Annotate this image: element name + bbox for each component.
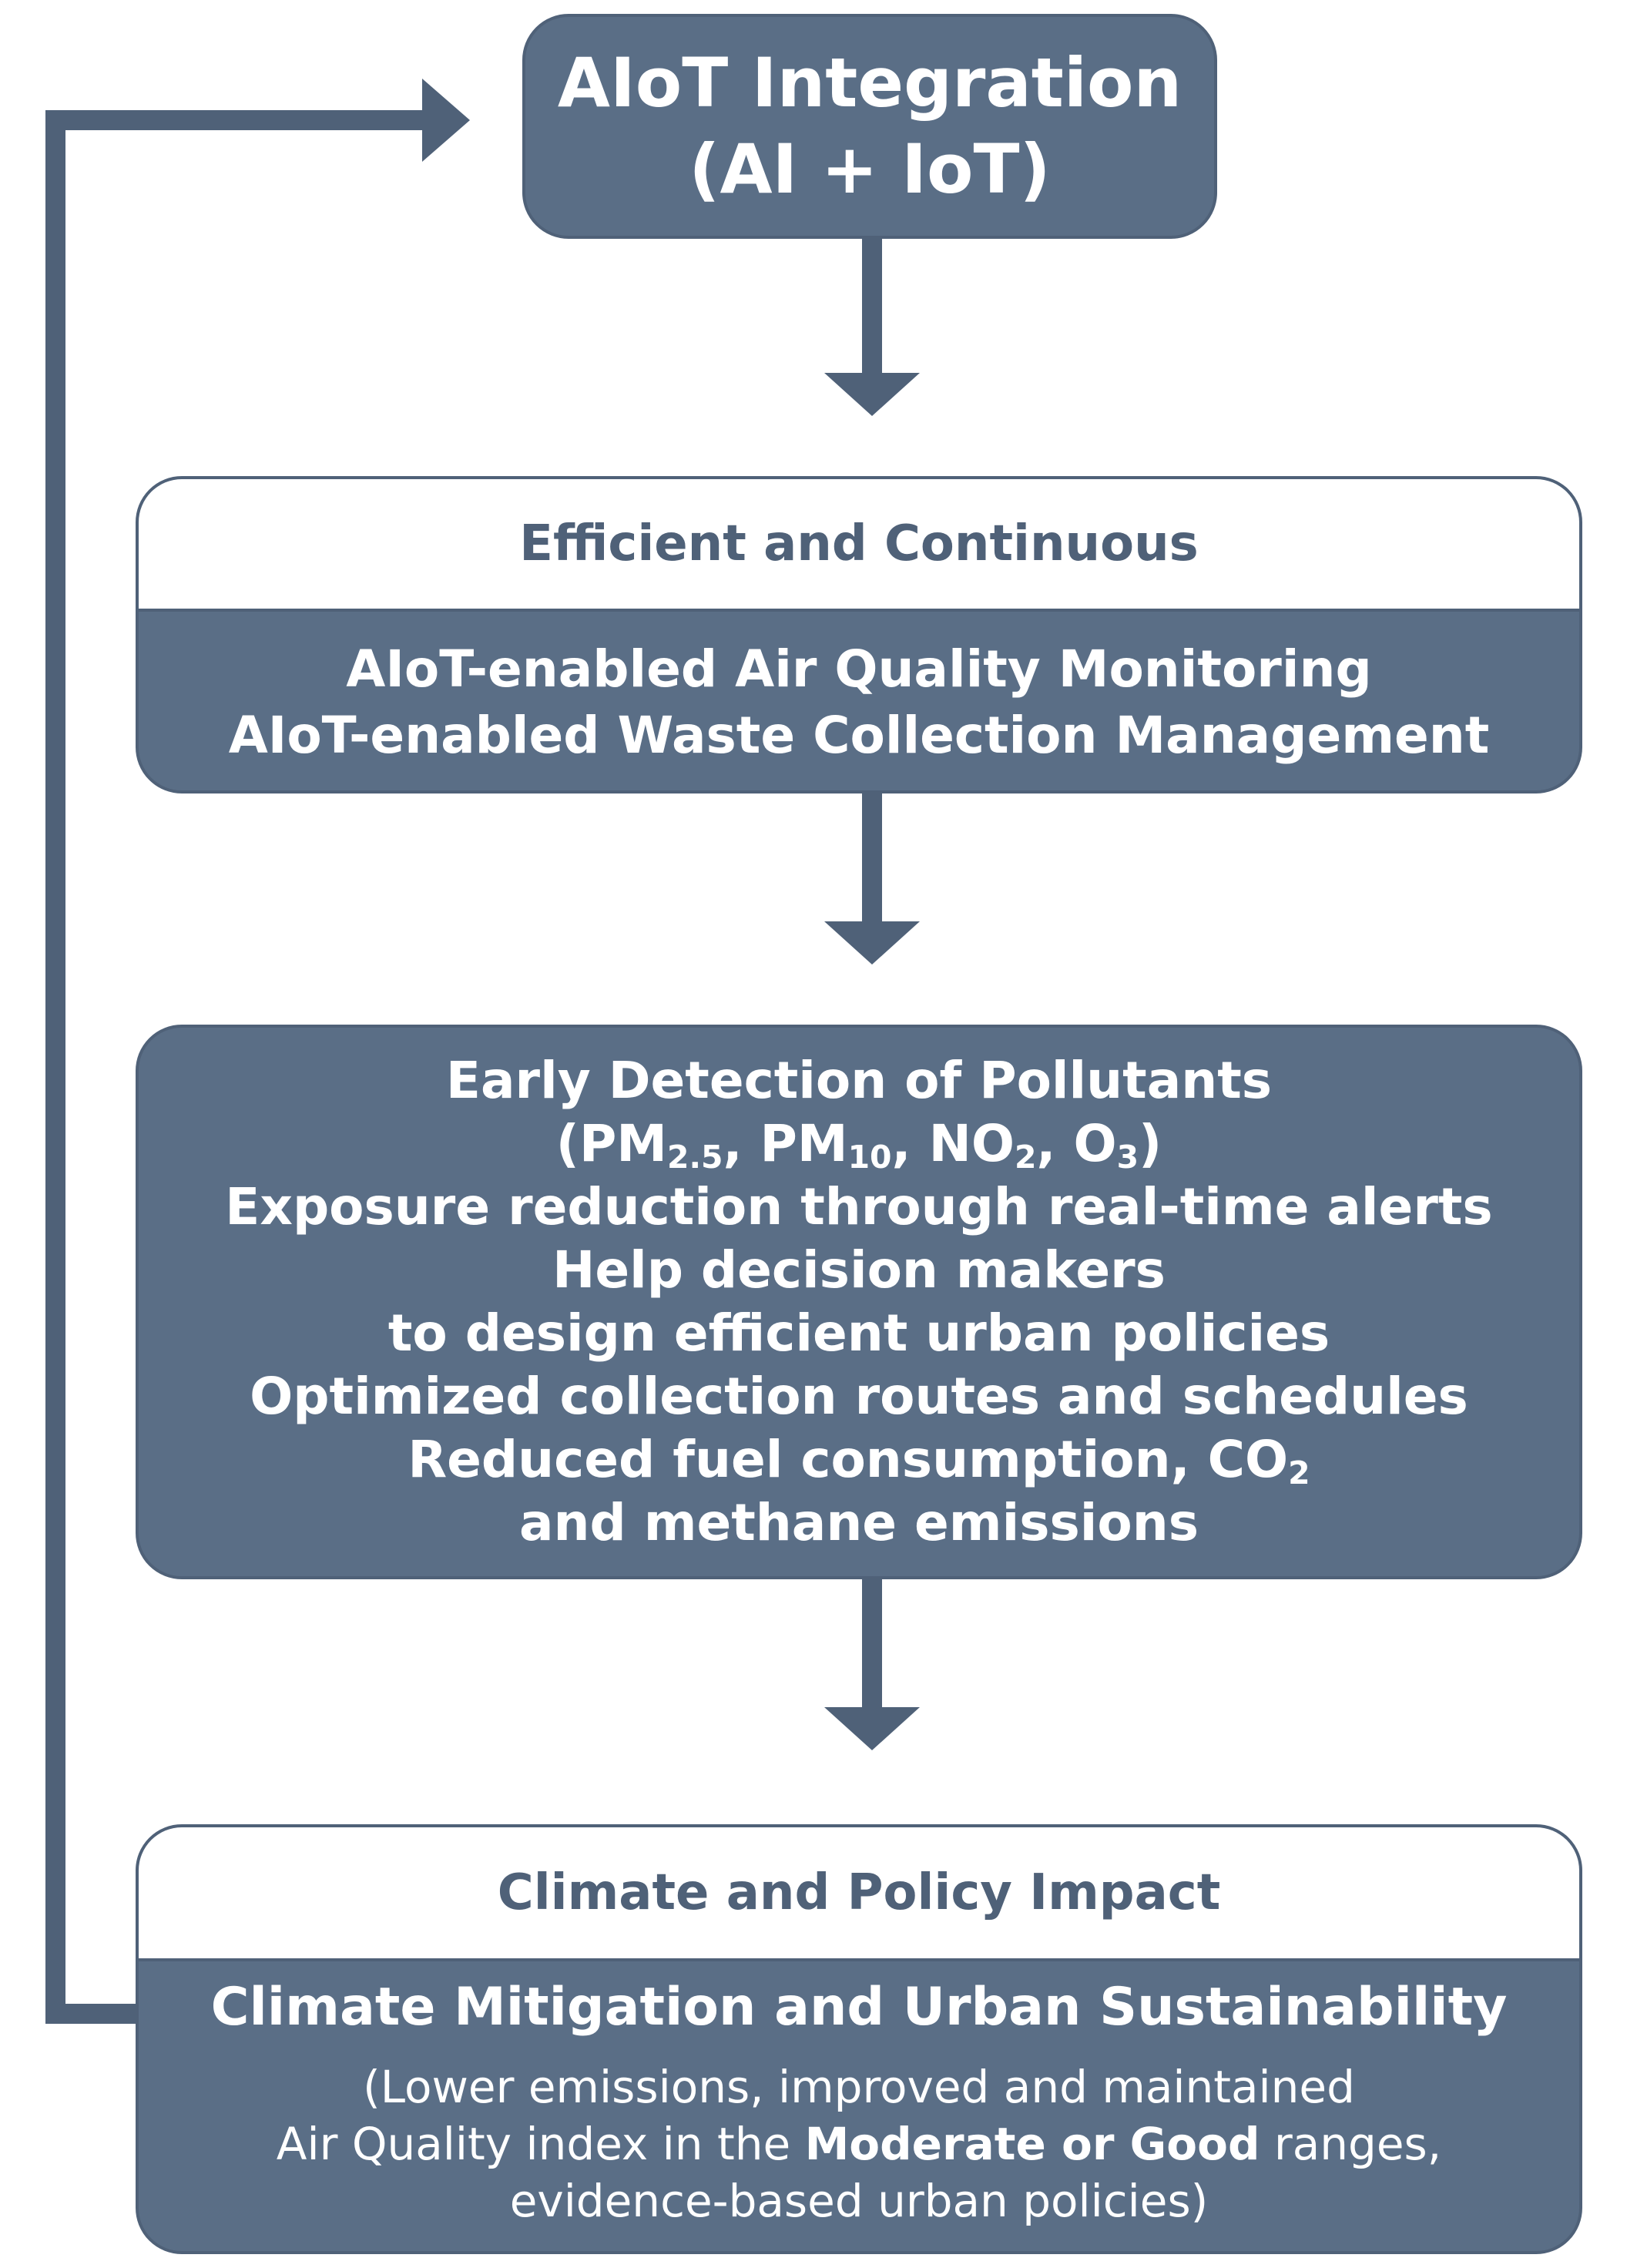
arrowhead-right-feedback [422, 79, 470, 162]
methane-emissions-text: and methane emissions [518, 1493, 1199, 1552]
climate-subtitle: Climate Mitigation and Urban Sustainability [210, 1977, 1508, 2038]
arrowhead-down-1 [824, 373, 920, 416]
outcomes-box [136, 1025, 1582, 1579]
efficient-continuous-box [136, 476, 1582, 793]
climate-note-line-1: (Lower emissions, improved and maintained [363, 2061, 1355, 2113]
climate-policy-box [136, 1824, 1582, 2254]
urban-policies-text: to design efficient urban policies [387, 1303, 1330, 1363]
arrowhead-down-3 [824, 1707, 920, 1750]
reduced-fuel-text: Reduced fuel consumption, $CO_2$ [408, 1430, 1310, 1491]
aiot-title: AIoT Integration [557, 43, 1182, 122]
exposure-reduction-text: Exposure reduction through real-time alerts [225, 1177, 1493, 1236]
arrowhead-down-2 [824, 921, 920, 965]
efficient-header: Efficient and Continuous [139, 479, 1579, 612]
aiot-integration-box [522, 14, 1217, 239]
aiot-subtitle: (AI + IoT) [689, 129, 1051, 209]
early-detection-text: Early Detection of Pollutants [445, 1051, 1273, 1110]
climate-note-line-3: evidence-based urban policies) [509, 2175, 1209, 2227]
decision-makers-text: Help decision makers [552, 1240, 1166, 1300]
waste-collection-text: AIoT-enabled Waste Collection Management [228, 706, 1490, 765]
optimized-routes-text: Optimized collection routes and schedules [250, 1367, 1468, 1426]
pollutants-list: ($PM_{2.5}$, $PM_{10}$, $NO_2$, $O_3$) [555, 1114, 1162, 1176]
air-quality-monitoring-text: AIoT-enabled Air Quality Monitoring [346, 639, 1372, 699]
climate-note-line-2: Air Quality index in the Moderate or Good ranges, [276, 2118, 1442, 2170]
climate-header: Climate and Policy Impact [139, 1827, 1579, 1961]
